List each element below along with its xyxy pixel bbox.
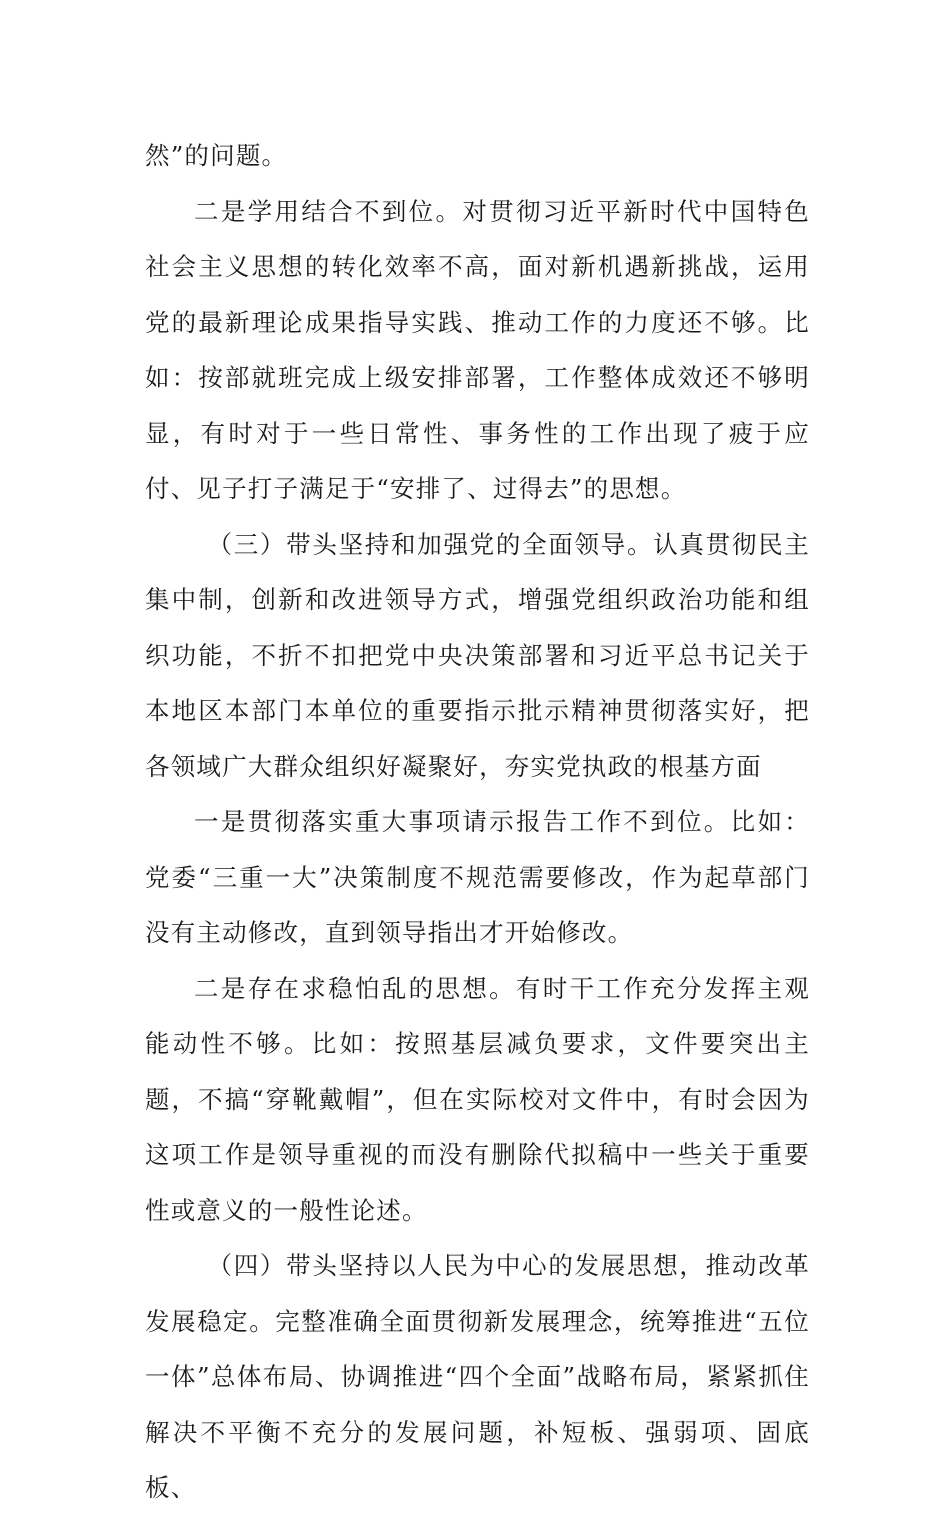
section-heading-four: （四）带头坚持以人民为中心的发展思想，推动改革发展稳定。完整准确全面贯彻新发展理念，统筹推进“五位一体”总体布局、协调推进“四个全面”战略布局，紧紧抓住解决不平衡不充分的发展问题，补短板、强弱项、固底板、: [145, 1251, 810, 1502]
paragraph-major-matters: 一是贯彻落实重大事项请示报告工作不到位。比如：党委“三重一大”决策制度不规范需要修改，作为起草部门没有主动修改，直到领导指出才开始修改。: [145, 807, 810, 947]
paragraph-continuation: 然”的问题。: [145, 141, 288, 170]
document-body: [145, 128, 810, 1516]
section-heading-three: （三）带头坚持和加强党的全面领导。认真贯彻民主集中制，创新和改进领导方式，增强党组织政治功能和组织功能，不折不扣把党中央决策部署和习近平总书记关于本地区本部门本单位的重要指示批示精神贯彻落实好，把各领域广大群众组织好凝聚好，夯实党执政的根基方面: [145, 529, 810, 781]
paragraph-stability-thinking: 二是存在求稳怕乱的思想。有时干工作充分发挥主观能动性不够。比如：按照基层减负要求，文件要突出主题，不搞“穿靴戴帽”，但在实际校对文件中，有时会因为这项工作是领导重视的而没有删除代拟稿中一些关于重要性或意义的一般性论述。: [145, 973, 810, 1225]
paragraph-study-application: 二是学用结合不到位。对贯彻习近平新时代中国特色社会主义思想的转化效率不高，面对新机遇新挑战，运用党的最新理论成果指导实践、推动工作的力度还不够。比如：按部就班完成上级安排部署，工作整体成效还不够明显，有时对于一些日常性、事务性的工作出现了疲于应付、见子打子满足于“安排了、过得去”的思想。: [145, 196, 810, 503]
